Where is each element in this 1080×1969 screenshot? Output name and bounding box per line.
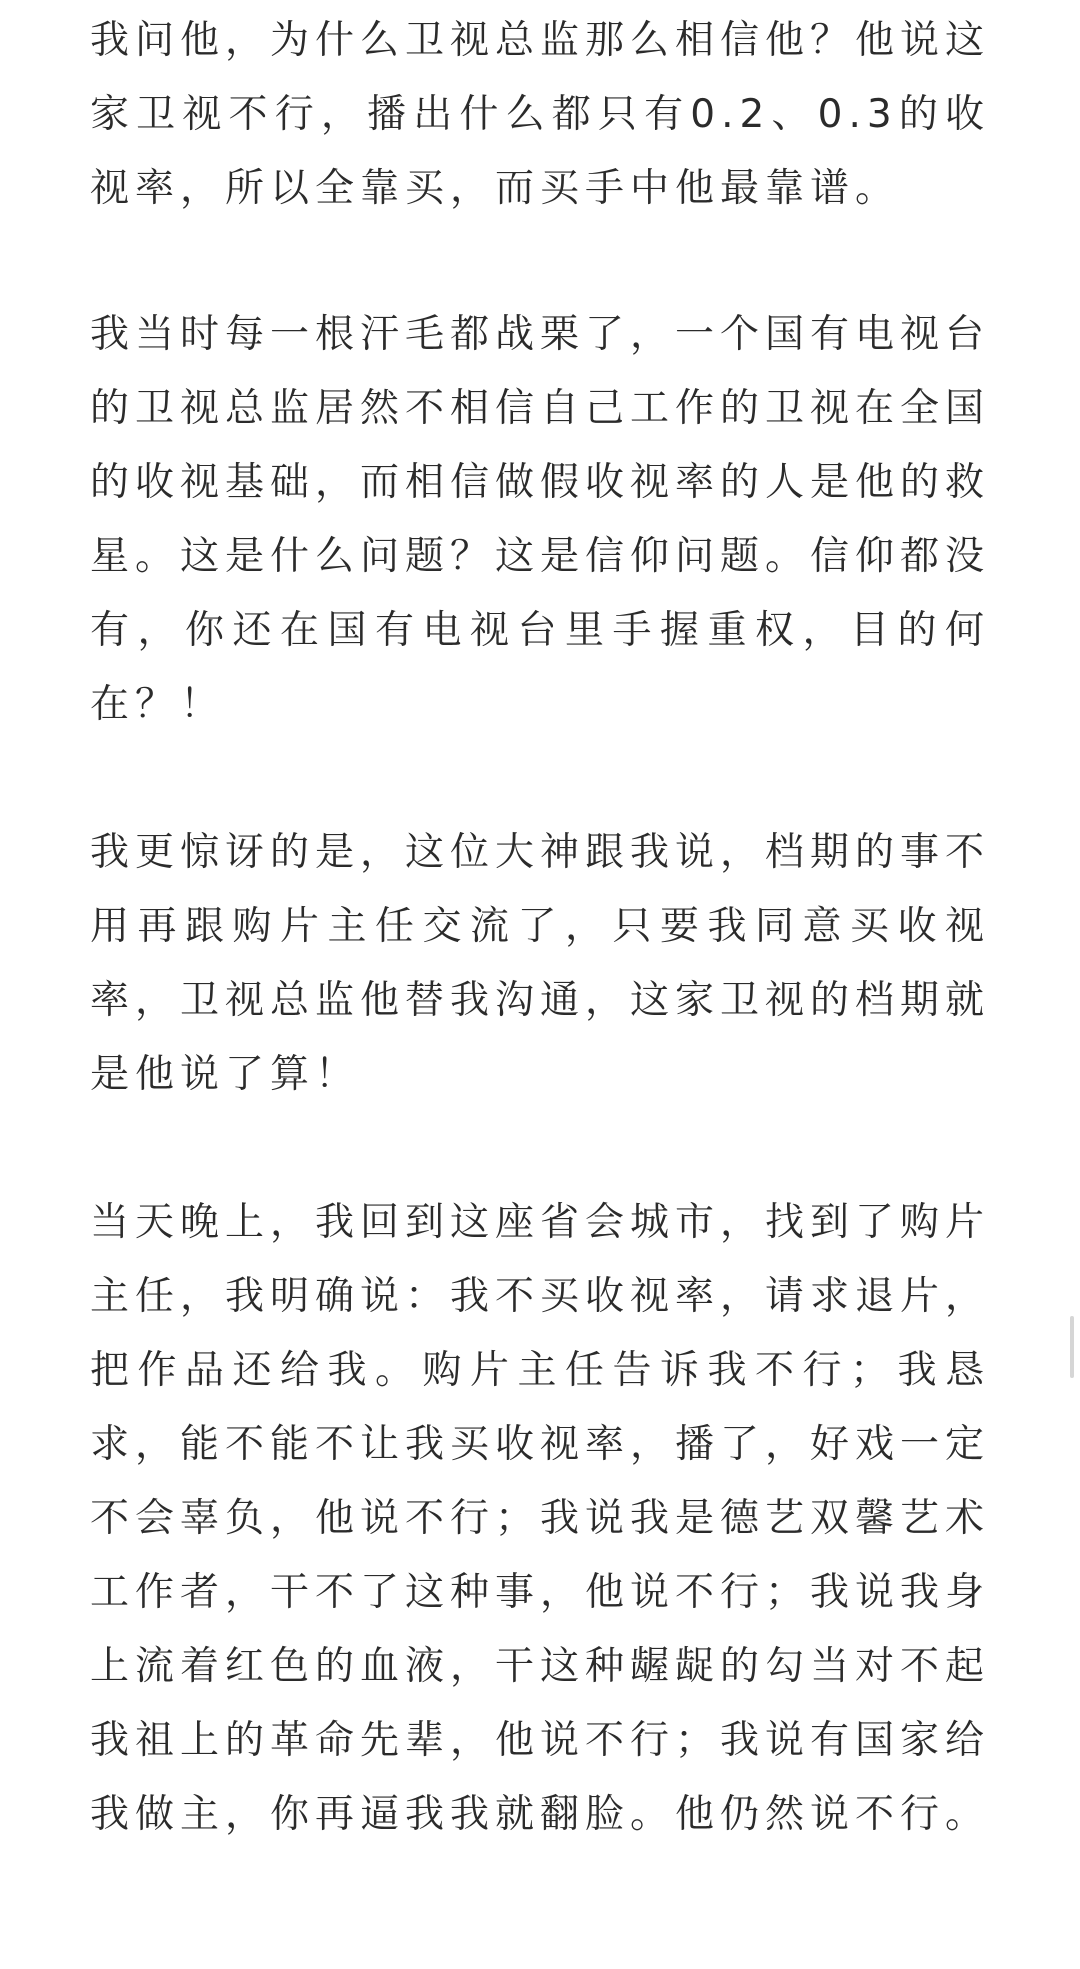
paragraph-3: 我更惊讶的是，这位大神跟我说，档期的事不用再跟购片主任交流了，只要我同意买收视率，卫视总监他替我沟通，这家卫视的档期就是他说了算！ [90, 830, 991, 1097]
paragraph-4: 当天晚上，我回到这座省会城市，找到了购片主任，我明确说：我不买收视率，请求退片，把作品还给我。购片主任告诉我不行；我恳求，能不能不让我买收视率，播了，好戏一定不会辜负，他说不行；我说我是德艺双馨艺术工作者，干不了这种事，他说不行；我说我身上流着红色的血液，干这种龌龊的勾当对不起我祖上的革命先辈，他说不行；我说有国家给我做主，你再逼我我就翻脸。他仍然说不行。 [90, 1200, 991, 1837]
paragraph-1: 我问他，为什么卫视总监那么相信他？他说这家卫视不行，播出什么都只有0.2、0.3的收视率，所以全靠买，而买手中他最靠谱。 [90, 18, 991, 211]
paragraph-2: 我当时每一根汗毛都战栗了，一个国有电视台的卫视总监居然不相信自己工作的卫视在全国的收视基础，而相信做假收视率的人是他的救星。这是什么问题？这是信仰问题。信仰都没有，你还在国有电视台里手握重权，目的何在？！ [90, 312, 991, 727]
scrollbar-thumb[interactable] [1070, 1316, 1074, 1378]
